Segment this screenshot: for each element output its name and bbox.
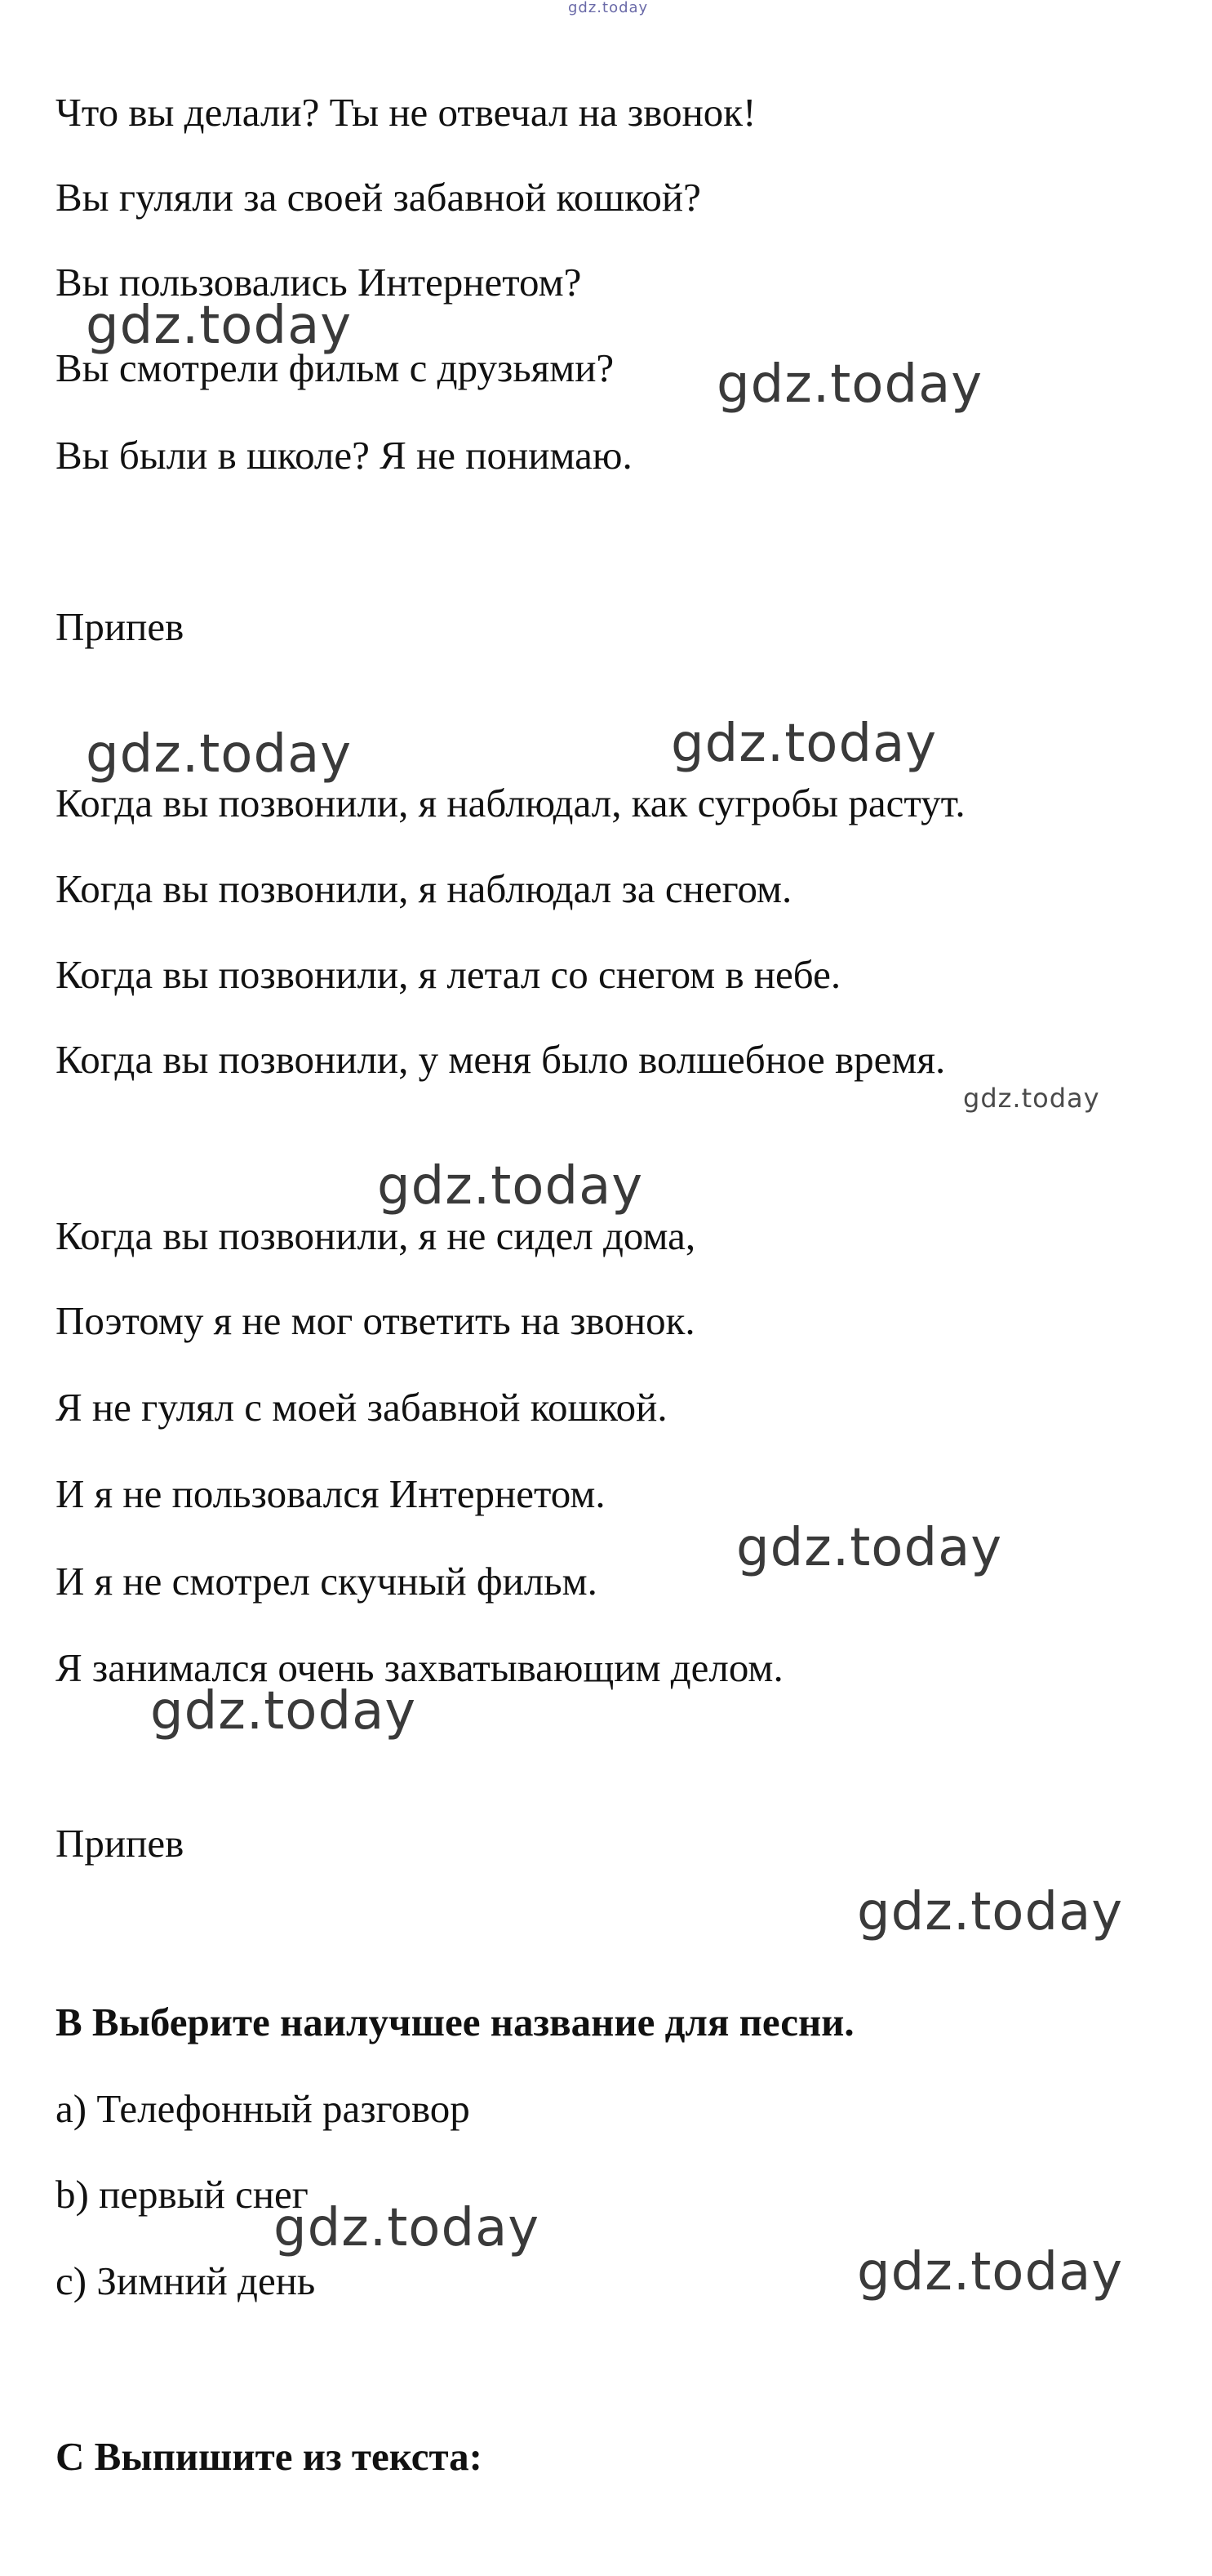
song-line: Когда вы позвонили, я не сидел дома,: [55, 1213, 696, 1258]
song-line: Вы пользовались Интернетом?: [55, 260, 582, 305]
watermark: gdz.today: [857, 2242, 1124, 2302]
song-line: Я занимался очень захватывающим делом.: [55, 1645, 784, 1690]
task-b-heading: В Выберите наилучшее название для песни.: [55, 2000, 855, 2044]
watermark: gdz.today: [86, 724, 353, 785]
song-line: И я не смотрел скучный фильм.: [55, 1559, 597, 1604]
song-line: И я не пользовался Интернетом.: [55, 1471, 606, 1516]
song-line: Поэтому я не мог ответить на звонок.: [55, 1298, 695, 1343]
answer-option-a: a) Телефонный разговор: [55, 2086, 470, 2131]
chorus-label: Припев: [55, 1821, 184, 1866]
watermark: gdz.today: [963, 1083, 1100, 1114]
watermark: gdz.today: [671, 714, 938, 774]
song-line: Когда вы позвонили, я летал со снегом в небе.: [55, 952, 841, 997]
task-c-heading: С Выпишите из текста:: [55, 2434, 482, 2479]
answer-option-b: b) первый снег: [55, 2172, 309, 2217]
chorus-label: Припев: [55, 604, 184, 649]
watermark: gdz.today: [857, 1882, 1124, 1942]
song-line: Когда вы позвонили, у меня было волшебное время.: [55, 1037, 946, 1082]
watermark: gdz.today: [736, 1518, 1003, 1578]
song-line: Я не гулял с моей забавной кошкой.: [55, 1385, 668, 1430]
song-line: Когда вы позвонили, я наблюдал, как сугробы растут.: [55, 781, 966, 825]
watermark: gdz.today: [86, 296, 353, 356]
song-line: Вы были в школе? Я не понимаю.: [55, 433, 633, 478]
song-line: Вы гуляли за своей забавной кошкой?: [55, 175, 701, 220]
watermark: gdz.today: [273, 2198, 540, 2258]
song-line: Вы смотрели фильм с друзьями?: [55, 345, 615, 390]
watermark: gdz.today: [717, 354, 983, 415]
song-line: Когда вы позвонили, я наблюдал за снегом.: [55, 866, 792, 911]
header-watermark: gdz.today: [568, 0, 649, 16]
answer-option-c: c) Зимний день: [55, 2258, 316, 2303]
watermark: gdz.today: [150, 1681, 417, 1742]
song-line: Что вы делали? Ты не отвечал на звонок!: [55, 90, 757, 135]
watermark: gdz.today: [377, 1156, 644, 1217]
